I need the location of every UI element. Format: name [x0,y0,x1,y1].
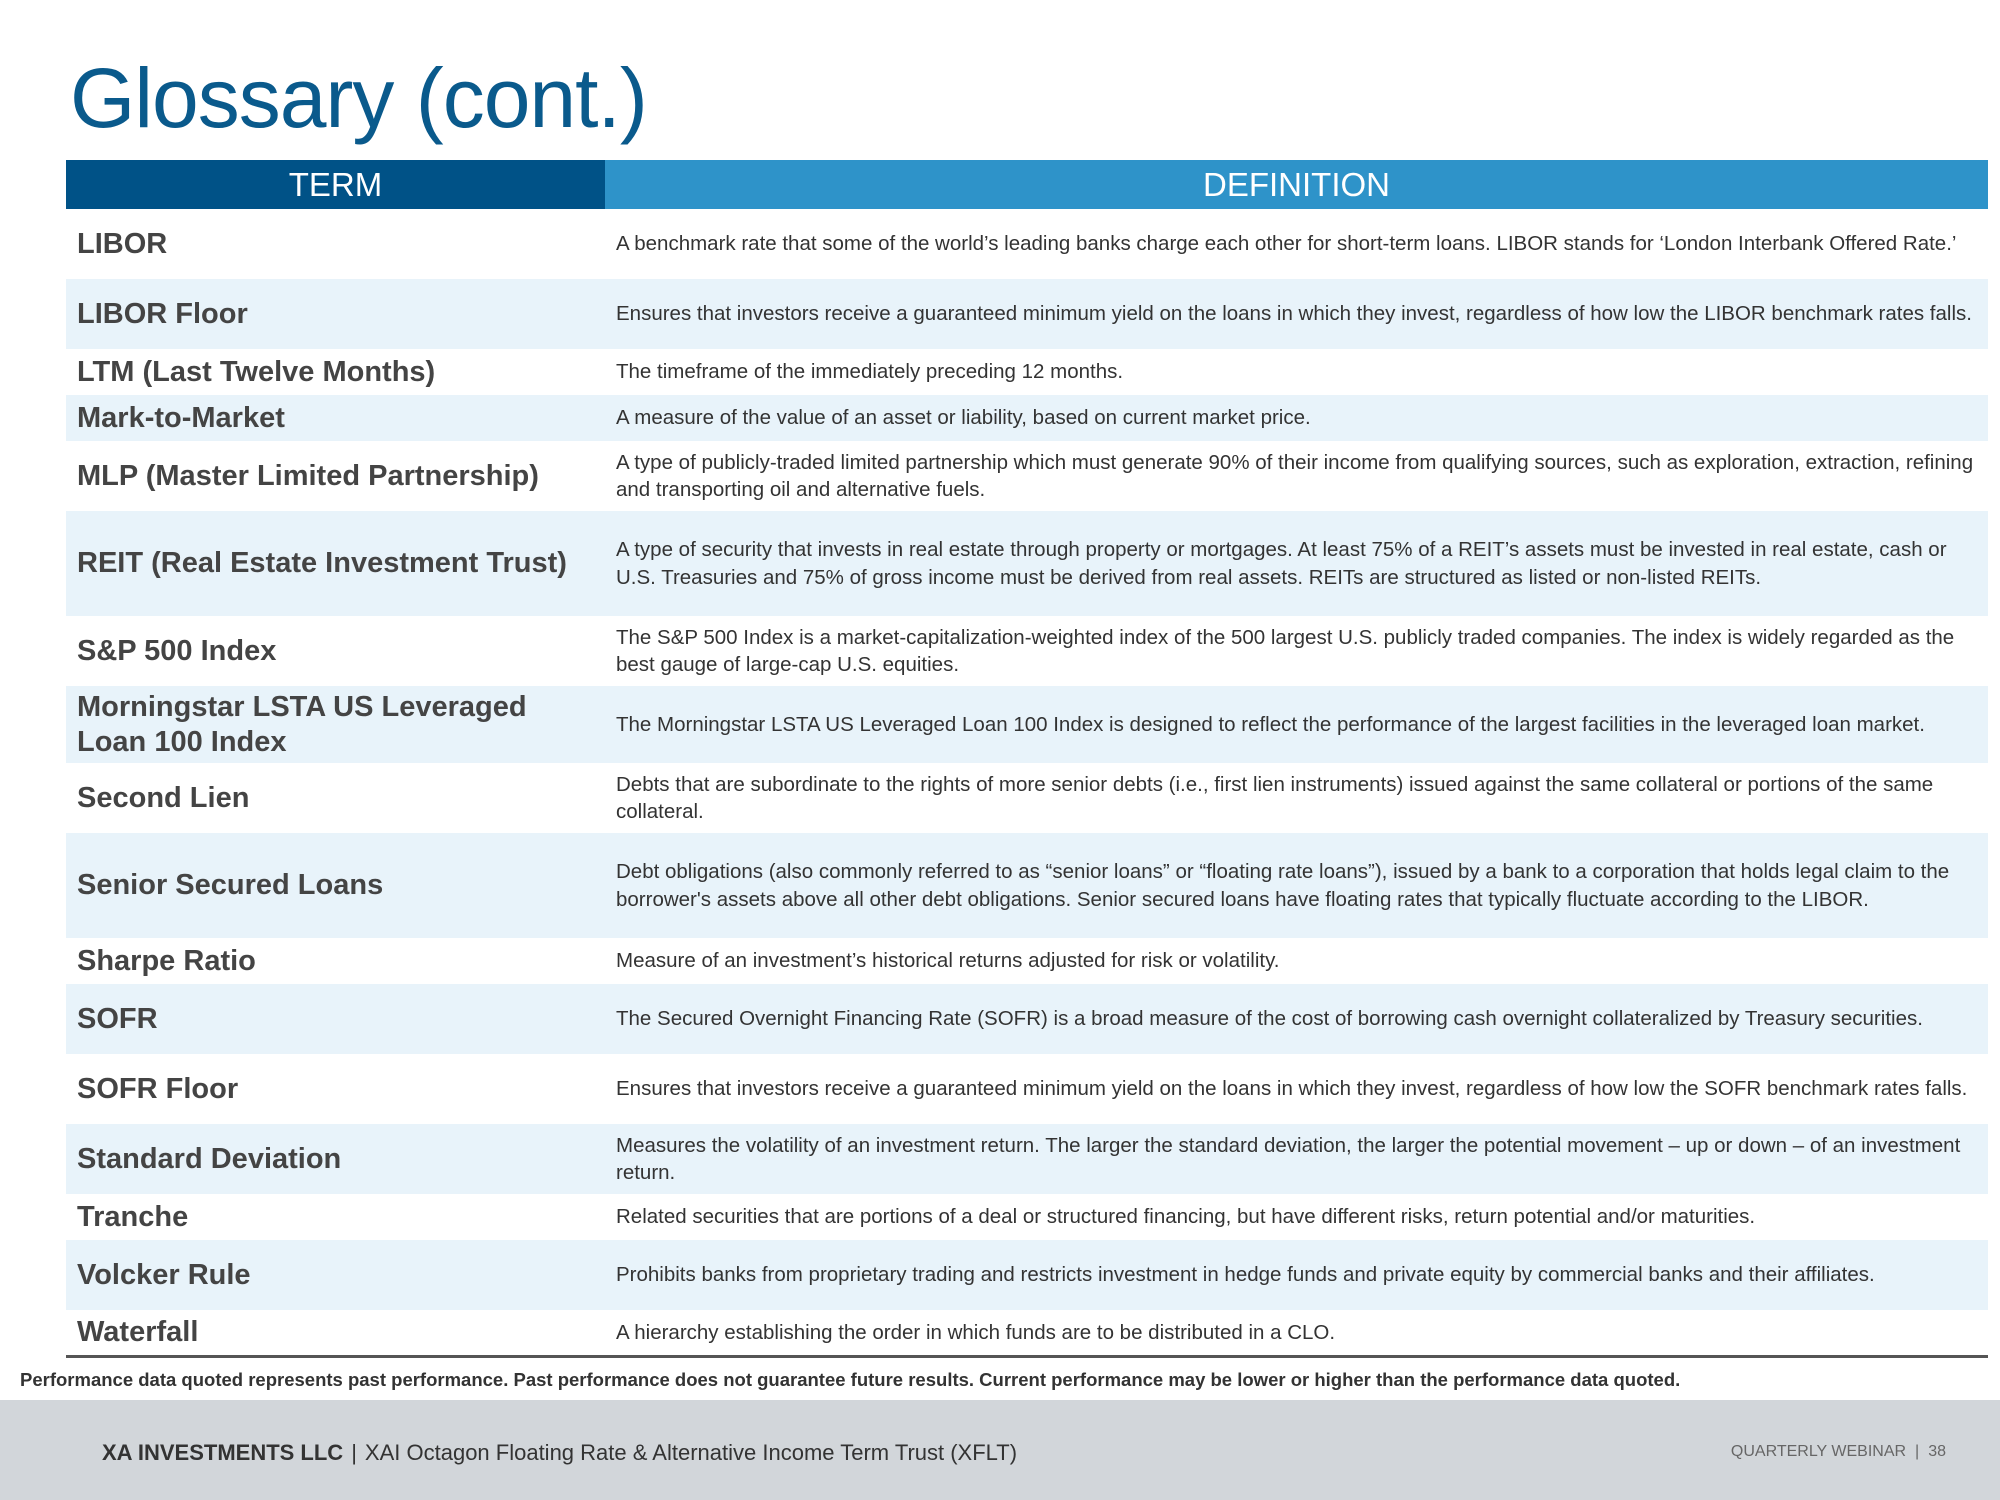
term-cell: S&P 500 Index [77,634,277,667]
term-cell: Volcker Rule [66,1240,605,1310]
definition-cell: A type of security that invests in real estate through property or mortgages. At least 75% of a REIT’s assets must be invested in real estate, cash or U.S. Treasuries and 75% of gross income must be derived from real assets. REITs are structured as listed or non-listed REITs. [605,511,1988,616]
term-cell: Waterfall [66,1310,605,1356]
definition-cell: The Morningstar LSTA US Leveraged Loan 100 Index is designed to reflect the performance of the largest facilities in the leveraged loan market. [605,686,1988,763]
definition-cell: A measure of the value of an asset or liability, based on current market price. [605,395,1988,441]
table-row [66,1054,1988,1124]
page-title: Glossary (cont.) [70,51,647,145]
term-cell: LIBOR Floor [66,279,605,349]
definition-cell: Related securities that are portions of a deal or structured financing, but have different risks, return potential and/or maturities. [616,1205,1756,1229]
page-number: 38 [1928,1443,1946,1460]
header-term: TERM [66,160,605,209]
term-cell: SOFR Floor [77,1072,239,1105]
table-row [66,441,1988,511]
table-row [66,938,1988,984]
term-cell: REIT (Real Estate Investment Trust) [66,511,605,616]
term-cell: Mark-to-Market [66,395,605,441]
definition-cell: Measures the volatility of an investment return. The larger the standard deviation, the larger the potential movement – up or down – of an investment return. [605,1124,1988,1194]
definition-cell: A hierarchy establishing the order in which funds are to be distributed in a CLO. [605,1310,1988,1356]
table-row [66,616,1988,686]
definition-cell: The timeframe of the immediately preceding 12 months. [616,360,1124,384]
glossary-table [66,160,1988,1358]
term-cell: LIBOR [77,227,168,260]
footer-right [1731,1443,1946,1461]
table-row [66,1124,1988,1194]
table-row [66,833,1988,938]
definition-cell: Debt obligations (also commonly referred to as “senior loans” or “floating rate loans”), issued by a bank to a corporation that holds legal claim to the borrower's assets above all other debt obligations. Senior secured loans have floating rates that typically fluctuate according to the LIBOR. [605,833,1988,938]
definition-cell: The S&P 500 Index is a market-capitalization-weighted index of the 500 largest U.S. publicly traded companies. The index is widely regarded as the best gauge of large-cap U.S. equities. [616,625,1955,676]
table-row [66,763,1988,833]
footer-page-separator: | [1915,1443,1920,1460]
table-row [66,1240,1988,1310]
term-cell: Senior Secured Loans [66,833,605,938]
term-cell: MLP (Master Limited Partnership) [77,459,539,492]
definition-cell: A benchmark rate that some of the world’s leading banks charge each other for short-term loans. LIBOR stands for ‘London Interbank Offered Rate.’ [616,232,1957,256]
term-cell: LTM (Last Twelve Months) [77,355,436,388]
definition-cell: Ensures that investors receive a guaranteed minimum yield on the loans in which they invest, regardless of how low the SOFR benchmark rates falls. [616,1077,1968,1101]
definition-cell: Ensures that investors receive a guaranteed minimum yield on the loans in which they invest, regardless of how low the LIBOR benchmark rates falls. [605,279,1988,349]
term-cell: Standard Deviation [66,1124,605,1194]
table-row [66,984,1988,1054]
term-cell: Second Lien [77,781,250,814]
term-cell: SOFR [66,984,605,1054]
definition-cell: Measure of an investment’s historical returns adjusted for risk or volatility. [616,949,1280,973]
footer-company: XA INVESTMENTS LLC [102,1440,344,1465]
table-row [66,349,1988,395]
definition-cell: Debts that are subordinate to the rights of more senior debts (i.e., first lien instruments) issued against the same collateral or portions of the same collateral. [616,772,1934,823]
table-header-row [66,160,1988,209]
term-cell: Tranche [77,1200,189,1233]
term-cell: Morningstar LSTA US Leveraged Loan 100 Index [66,686,605,763]
table-row [66,686,1988,763]
definition-cell: The Secured Overnight Financing Rate (SOFR) is a broad measure of the cost of borrowing cash overnight collateralized by Treasury securities. [605,984,1988,1054]
definition-cell: A type of publicly-traded limited partnership which must generate 90% of their income from qualifying sources, such as exploration, extraction, refining and transporting oil and alternative fuels. [616,450,1974,501]
table-row [66,279,1988,349]
table-row [66,209,1988,279]
definition-cell: Prohibits banks from proprietary trading and restricts investment in hedge funds and private equity by commercial banks and their affiliates. [605,1240,1988,1310]
term-cell: Sharpe Ratio [77,944,256,977]
table-row [66,511,1988,616]
performance-disclaimer: Performance data quoted represents past performance. Past performance does not guarantee future results. Current performance may be lower or higher than the performance data quoted. [20,1369,1681,1390]
footer-section: QUARTERLY WEBINAR [1730,1443,1907,1460]
table-row [66,395,1988,441]
footer-fund-name: XAI Octagon Floating Rate & Alternative Income Term Trust (XFLT) [364,1440,1018,1465]
footer-left [102,1440,1017,1466]
footer-separator: | [351,1440,357,1465]
header-definition: DEFINITION [605,160,1988,209]
table-row [66,1194,1988,1240]
table-row [66,1310,1988,1356]
page-footer [0,1400,2000,1500]
